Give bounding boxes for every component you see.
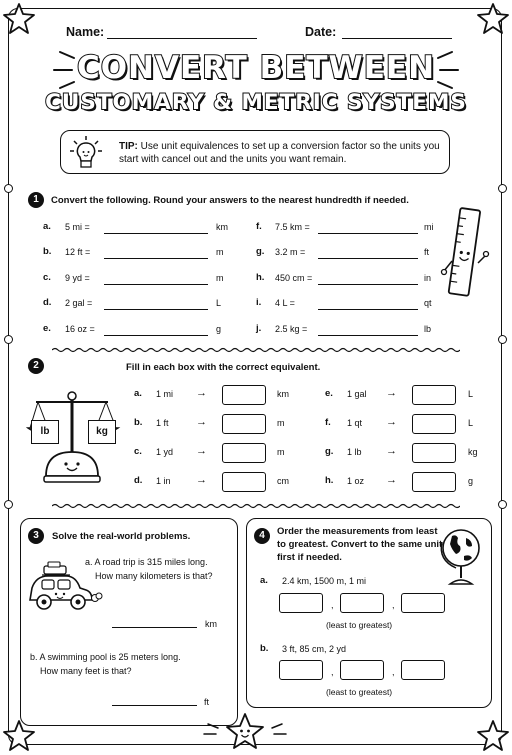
answer-box[interactable]: [412, 443, 456, 463]
question-letter: f.: [325, 417, 331, 428]
question-letter: h.: [325, 475, 334, 486]
burst-bottom-right-decoration: [268, 722, 294, 742]
problem-b-line-2: How many feet is that?: [40, 666, 132, 676]
item-a-letter: a.: [260, 575, 268, 586]
section-4-number: 4: [254, 528, 270, 544]
question-prompt: 4 L =: [275, 298, 295, 308]
wavy-divider: [52, 503, 460, 509]
section-3-number: 3: [28, 528, 44, 544]
answer-line[interactable]: [104, 309, 208, 310]
question-letter: c.: [134, 446, 142, 457]
order-b-box-1[interactable]: [279, 660, 323, 680]
from-value: 1 mi: [156, 389, 174, 399]
corner-star-top-right: [476, 2, 510, 36]
unit-label: ft: [424, 247, 430, 257]
from-value: 1 ft: [156, 418, 169, 428]
question-letter: b.: [134, 417, 143, 428]
problem-b-unit: ft: [204, 697, 210, 707]
unit-label: km: [216, 222, 228, 232]
answer-line[interactable]: [318, 309, 418, 310]
question-letter: i.: [256, 297, 262, 308]
problem-b-line-1: b. A swimming pool is 25 meters long.: [30, 652, 181, 662]
name-line[interactable]: [107, 38, 257, 39]
tip-body: Use unit equivalences to set up a conversion factor so the units you start with cancel out and the units you want remain.: [119, 141, 440, 165]
item-b-letter: b.: [260, 643, 269, 654]
question-prompt: 9 yd =: [65, 273, 90, 283]
answer-line[interactable]: [318, 335, 418, 336]
car-icon: [22, 560, 102, 618]
unit-label: km: [277, 389, 289, 399]
question-prompt: 3.2 m =: [275, 247, 306, 257]
globe-icon: [436, 524, 486, 590]
unit-label: g: [468, 476, 474, 486]
answer-box[interactable]: [222, 414, 266, 434]
from-value: 1 in: [156, 476, 171, 486]
comma: ,: [331, 667, 334, 677]
corner-star-top-left: [2, 2, 36, 36]
unit-label: qt: [424, 298, 432, 308]
section-3-instruction: Solve the real-world problems.: [52, 531, 191, 542]
unit-label: g: [216, 324, 222, 334]
unit-label: in: [424, 273, 432, 283]
arrow-icon: →: [196, 416, 207, 428]
burst-right-decoration: [432, 48, 472, 98]
question-letter: b.: [43, 246, 52, 257]
question-letter: h.: [256, 272, 265, 283]
question-letter: d.: [134, 475, 143, 486]
comma: ,: [331, 600, 334, 610]
item-b-values: 3 ft, 85 cm, 2 yd: [282, 644, 347, 654]
order-a-box-1[interactable]: [279, 593, 323, 613]
unit-label: m: [277, 418, 285, 428]
date-label: Date:: [305, 25, 337, 39]
question-prompt: 5 mi =: [65, 222, 90, 232]
question-letter: g.: [325, 446, 334, 457]
question-prompt: 2 gal =: [65, 298, 93, 308]
order-a-box-2[interactable]: [340, 593, 384, 613]
arrow-icon: →: [196, 445, 207, 457]
answer-box[interactable]: [412, 414, 456, 434]
order-a-box-3[interactable]: [401, 593, 445, 613]
frame-dot: [498, 335, 507, 344]
unit-label: lb: [424, 324, 432, 334]
frame-dot: [4, 335, 13, 344]
arrow-icon: →: [386, 416, 397, 428]
date-line[interactable]: [342, 38, 452, 39]
unit-label: mi: [424, 222, 434, 232]
question-letter: a.: [134, 388, 142, 399]
order-b-box-3[interactable]: [401, 660, 445, 680]
tip-text: [119, 140, 445, 166]
question-letter: e.: [43, 323, 51, 334]
section-4-instruction-line-1: Order the measurements from least: [277, 526, 438, 537]
question-letter: a.: [43, 221, 51, 232]
from-value: 1 gal: [347, 389, 367, 399]
wavy-divider: [52, 347, 460, 353]
item-a-caption: (least to greatest): [326, 620, 393, 630]
section-1-instruction: Convert the following. Round your answers to the nearest hundredth if needed.: [51, 195, 409, 206]
answer-box[interactable]: [222, 385, 266, 405]
question-prompt: 450 cm =: [275, 273, 313, 283]
answer-line-b[interactable]: [112, 705, 197, 706]
scale-weight-lb: lb: [31, 420, 59, 444]
frame-dot: [498, 500, 507, 509]
name-label: Name:: [66, 25, 105, 39]
question-letter: d.: [43, 297, 52, 308]
unit-label: kg: [468, 447, 478, 457]
scale-weight-kg: kg: [88, 420, 116, 444]
unit-label: m: [277, 447, 285, 457]
answer-line[interactable]: [104, 284, 208, 285]
section-2-instruction: Fill in each box with the correct equivalent.: [126, 362, 321, 373]
answer-box[interactable]: [222, 472, 266, 492]
answer-line[interactable]: [104, 335, 208, 336]
tip-box: [60, 130, 450, 174]
answer-line[interactable]: [318, 258, 418, 259]
comma: ,: [392, 667, 395, 677]
unit-label: L: [216, 298, 222, 308]
answer-box[interactable]: [222, 443, 266, 463]
frame-dot: [4, 184, 13, 193]
title-line-2: CUSTOMARY & METRIC SYSTEMS: [45, 90, 467, 115]
question-letter: f.: [256, 221, 262, 232]
unit-label: cm: [277, 476, 289, 486]
answer-line[interactable]: [318, 284, 418, 285]
from-value: 1 oz: [347, 476, 365, 486]
problem-a-line-1: a. A road trip is 315 miles long.: [85, 557, 208, 567]
burst-bottom-left-decoration: [196, 722, 222, 742]
answer-line[interactable]: [104, 233, 208, 234]
arrow-icon: →: [196, 387, 207, 399]
arrow-icon: →: [386, 474, 397, 486]
question-prompt: 16 oz =: [65, 324, 95, 334]
question-letter: j.: [256, 323, 262, 334]
section-2-number: 2: [28, 358, 44, 374]
question-letter: c.: [43, 272, 51, 283]
order-b-box-2[interactable]: [340, 660, 384, 680]
title-line-1: CONVERT BETWEEN: [76, 50, 436, 86]
arrow-icon: →: [196, 474, 207, 486]
tip-label: TIP:: [119, 141, 138, 152]
item-a-values: 2.4 km, 1500 m, 1 mi: [282, 576, 367, 586]
answer-line[interactable]: [318, 233, 418, 234]
burst-left-decoration: [40, 48, 80, 98]
ruler-mascot-icon: [440, 205, 490, 305]
exhaust-cloud-icon: [90, 590, 104, 604]
corner-star-bottom-right: [476, 719, 510, 753]
lightbulb-icon: [69, 135, 103, 169]
problem-a-line-2: How many kilometers is that?: [95, 571, 213, 581]
answer-box[interactable]: [412, 472, 456, 492]
question-prompt: 2.5 kg =: [275, 324, 308, 334]
item-b-caption: (least to greatest): [326, 687, 393, 697]
from-value: 1 yd: [156, 447, 174, 457]
unit-label: L: [468, 389, 474, 399]
section-4-instruction-line-2: to greatest. Convert to the same unit: [277, 539, 443, 550]
star-mascot-icon: [224, 712, 266, 752]
question-prompt: 12 ft =: [65, 247, 91, 257]
arrow-icon: →: [386, 387, 397, 399]
frame-dot: [4, 500, 13, 509]
answer-line[interactable]: [104, 258, 208, 259]
problem-a-unit: km: [205, 619, 217, 629]
unit-label: m: [216, 273, 224, 283]
arrow-icon: →: [386, 445, 397, 457]
question-prompt: 7.5 km =: [275, 222, 310, 232]
question-letter: e.: [325, 388, 333, 399]
section-4-instruction-line-3: first if needed.: [277, 552, 342, 563]
answer-line-a[interactable]: [112, 627, 197, 628]
section-1-number: 1: [28, 192, 44, 208]
unit-label: m: [216, 247, 224, 257]
unit-label: L: [468, 418, 474, 428]
answer-box[interactable]: [412, 385, 456, 405]
comma: ,: [392, 600, 395, 610]
from-value: 1 qt: [347, 418, 363, 428]
frame-dot: [498, 184, 507, 193]
from-value: 1 lb: [347, 447, 362, 457]
question-letter: g.: [256, 246, 265, 257]
